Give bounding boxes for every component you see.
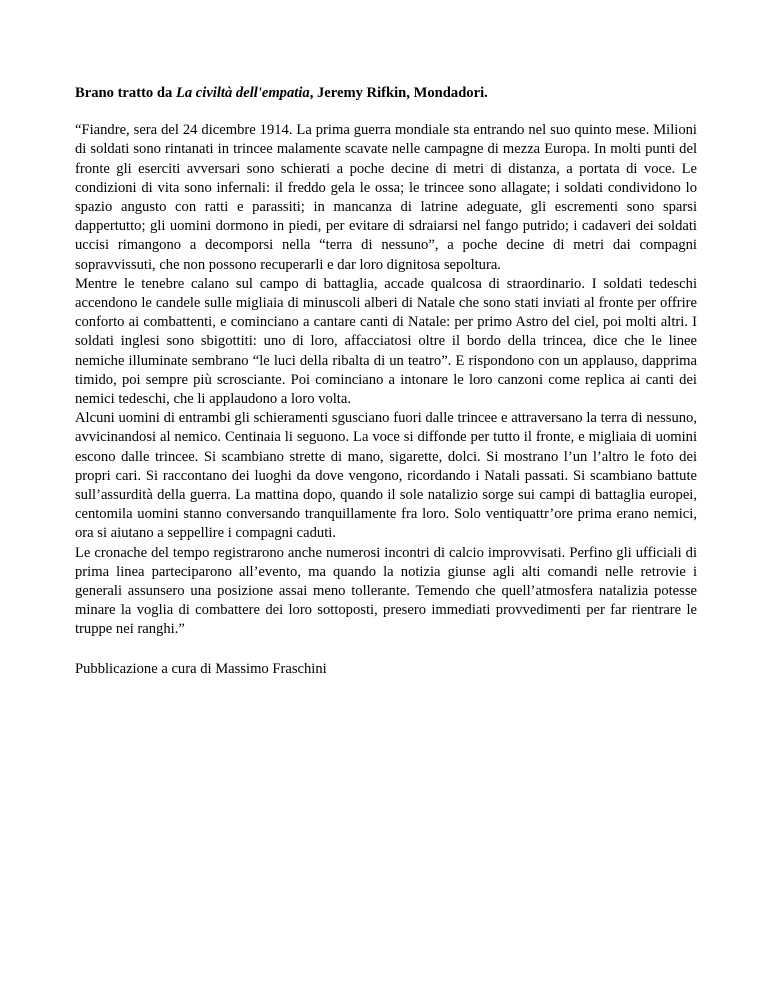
book-title: La civiltà dell'empatia	[175, 85, 310, 101]
paragraph: Le cronache del tempo registrarono anche numerosi incontri di calcio improvvisati. Perfino gli ufficiali di prima linea parteciparono all’evento, ma quando la notizia giunse agli alti comandi nelle retrovie i generali assunsero una posizione assai meno tollerante. Temendo che quell’atmosfera natalizia potesse minare la voglia di combattere dei loro sottoposti, presero immediati provvedimenti per far rientrare le truppe nei ranghi.”	[75, 544, 697, 638]
source-suffix: , Jeremy Rifkin, Mondadori.	[309, 85, 488, 101]
paragraph: Mentre le tenebre calano sul campo di battaglia, accade qualcosa di straordinario. I soldati tedeschi accendono le candele sulle migliaia di minuscoli alberi di Natale che sono stati inviati al fronte per offrire conforto ai combattenti, e cominciano a cantare canti di Natale: per primo Astro del ciel, poi molti altri. I soldati inglesi sono sbigottiti: uno di loro, affacciatosi oltre il bordo della trincea, dice che le linee nemiche illuminate sembrano “le luci della ribalta di un teatro”. E rispondono con un applauso, dapprima timido, poi sempre più scrosciante. Poi cominciano a intonare le loro canzoni come replica ai canti dei nemici tedeschi, che li applaudono a loro volta.	[75, 275, 697, 408]
source-prefix: Brano tratto da	[75, 85, 176, 101]
source-heading	[75, 84, 697, 103]
paragraph: “Fiandre, sera del 24 dicembre 1914. La prima guerra mondiale sta entrando nel suo quinto mese. Milioni di soldati sono rintanati in trincee malamente scavate nelle campagne di mezza Europa. In molti punti del fronte gli eserciti avversari sono schierati a poche decine di metri di distanza, a portata di voce. Le condizioni di vita sono infernali: il freddo gela le ossa; le trincee sono allagate; i soldati condividono lo spazio angusto con ratti e parassiti; in mancanza di latrine adeguate, gli escrementi sono sparsi dappertutto; gli uomini dormono in piedi, per evitare di sdraiarsi nel fango putrido; i cadaveri dei soldati uccisi rimangono a decomporsi nella “terra di nessuno”, a poche decine di metri dai compagni sopravvissuti, che non possono recuperarli e dar loro dignitosa sepoltura.	[75, 122, 697, 273]
publication-credit: Pubblicazione a cura di Massimo Fraschini	[75, 660, 327, 677]
paragraph: Alcuni uomini di entrambi gli schieramenti sgusciano fuori dalle trincee e attraversano la terra di nessuno, avvicinandosi al nemico. Centinaia li seguono. La voce si diffonde per tutto il fronte, e migliaia di uomini escono dalle trincee. Si scambiano strette di mano, sigarette, dolci. Si mostrano l’un l’altro le foto dei propri cari. Si raccontano dei luoghi da dove vengono, ricordando i Natali passati. Si scambiano battute sull’assurdità della guerra. La mattina dopo, quando il sole natalizio sorge sui campi di battaglia europei, centomila uomini stanno conversando tranquillamente fra loro. Solo ventiquattr’ore prima erano nemici, ora si aiutano a seppellire i compagni caduti.	[75, 410, 697, 542]
excerpt-body	[75, 121, 697, 639]
document-page	[75, 84, 697, 679]
